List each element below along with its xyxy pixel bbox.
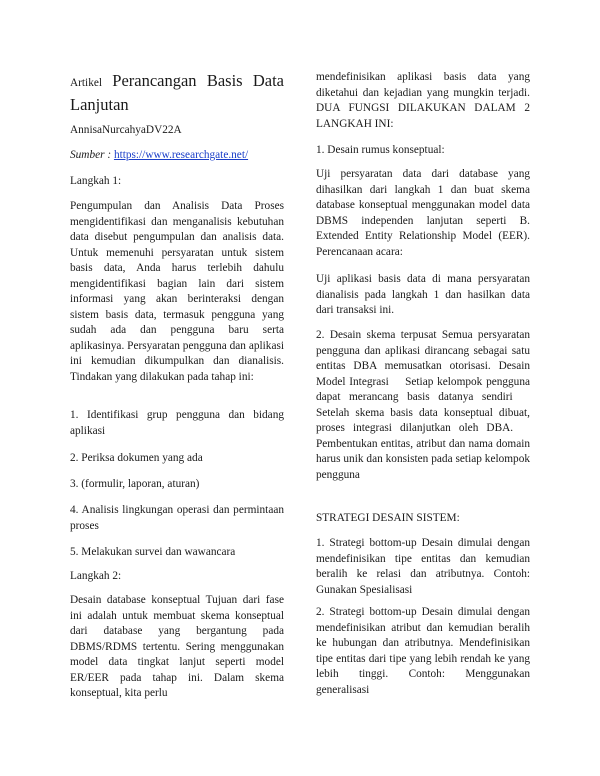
- strategy-heading: STRATEGI DESAIN SISTEM:: [316, 512, 460, 524]
- list-item: 3. (formulir, laporan, aturan): [70, 478, 200, 490]
- source-label: Sumber :: [70, 149, 112, 161]
- list-item: 1. Identifikasi grup pengguna dan bidang aplikasi: [70, 409, 284, 437]
- title-text: Perancangan Basis Data Lanjutan: [70, 71, 284, 114]
- conceptual-heading: 1. Desain rumus konseptual:: [316, 144, 445, 156]
- source-link[interactable]: https://www.researchgate.net/: [113, 149, 249, 161]
- author: AnnisaNurcahyaDV22A: [70, 124, 182, 136]
- paragraph: 2. Desain skema terpusat Semua persyaratan pengguna dan aplikasi dirancang sebagai satu entitas DBA memusatkan otorisasi. Desain Model Integrasi Setiap kelompok pengguna dapat merancang basis datanya sendiri Setelah skema basis data konseptual dibuat, proses integrasi dilanjutkan oleh DBA. Pembentukan entitas, atribut dan nama domain harus unik dan konsisten pada setiap kelompok pengguna: [316, 329, 530, 465]
- list-item: 2. Periksa dokumen yang ada: [70, 452, 203, 464]
- step1-heading: Langkah 1:: [70, 175, 122, 187]
- paragraph: 2. Strategi bottom-up Desain dimulai dengan mendefinisikan atribut dan kemudian beralih ke hubungan dan atributnya. Mendefinisikan tipe entitas dari tipe yang lebih rendah ke yang lebih tinggi. Contoh: Menggunakan generalisasi: [316, 606, 530, 696]
- article-title: [70, 70, 284, 115]
- source-line: [70, 148, 284, 164]
- paragraph: Uji persyaratan data dari database yang dihasilkan dari langkah 1 dan buat skema database konseptual menggunakan model data DBMS independen lanjutan seperti B. Extended Entity Relationship Model (EER). Perencanaan acara:: [316, 168, 530, 258]
- article-label: Artikel: [70, 77, 102, 89]
- list-item: 5. Melakukan survei dan wawancara: [70, 546, 236, 558]
- list-item: 4. Analisis lingkungan operasi dan permintaan proses: [70, 504, 284, 532]
- paragraph: Uji aplikasi basis data di mana persyaratan dianalisis pada langkah 1 dan hasilkan data dari transaksi ini.: [316, 273, 530, 316]
- paragraph: 1. Strategi bottom-up Desain dimulai dengan mendefinisikan tipe entitas dan kemudian beralih ke relasi dan atributnya. Contoh: Gunakan Spesialisasi: [316, 537, 530, 596]
- step1-body: Pengumpulan dan Analisis Data Proses mengidentifikasi dan menganalisis kebutuhan data disebut pengumpulan dan analisis data. Untuk memenuhi persyaratan untuk sistem basis data, Anda harus terlebih dahulu mengidentifikasi bagian lain dari sistem informasi yang akan berinteraksi dengan sistem basis data, termasuk pengguna yang sudah ada dan pengguna baru serta aplikasinya. Persyaratan pengguna dan aplikasi ini kemudian dikumpulkan dan dianalisis. Tindakan yang dilakukan pada tahap ini:: [70, 200, 284, 383]
- paragraph-continued: mendefinisikan aplikasi basis data yang diketahui dan kejadian yang mungkin terjadi. DUA FUNGSI DILAKUKAN DALAM 2 LANGKAH INI:: [316, 71, 530, 130]
- step2-heading: Langkah 2:: [70, 570, 122, 582]
- step2-body: Desain database konseptual Tujuan dari fase ini adalah untuk membuat skema konseptual dari database yang bergantung pada DBMS/RDMS tertentu. Sering menggunakan model data tingkat lanjut seperti model ER/EER pada tahap ini. Dalam skema konseptual, kita perlu: [70, 594, 284, 699]
